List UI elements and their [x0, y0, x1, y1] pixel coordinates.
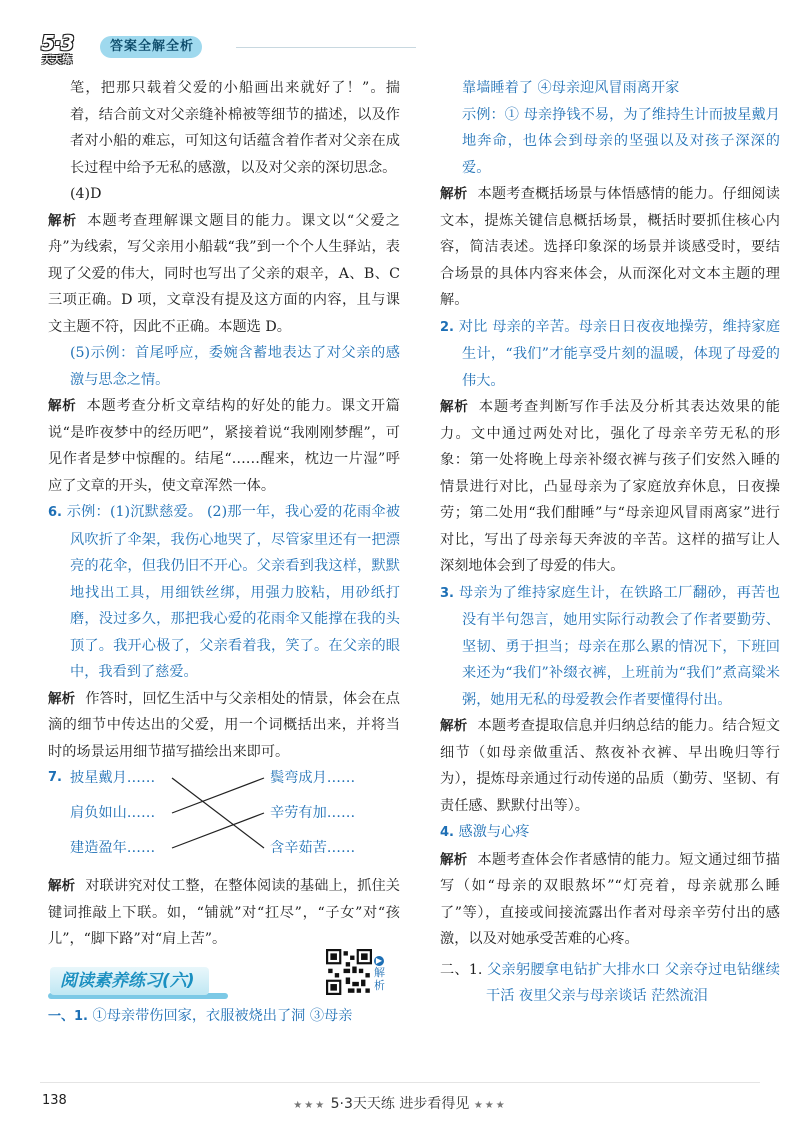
analysis-block	[48, 208, 400, 341]
match-right-item: 含辛茹苦……	[270, 840, 356, 856]
question-number: 二、1.	[440, 961, 483, 978]
qr-tag	[374, 953, 388, 992]
match-left-item: 肩负如山……	[70, 805, 156, 821]
question-number: 2.	[440, 319, 454, 335]
analysis-block	[440, 847, 780, 953]
analysis-text: 本题考查分析文章结构的好处的能力。课文开篇说“是昨夜梦中的经历吧”，紧接着说“我刚刚梦醒”，可见作者是梦中惊醒的。结尾“……醒来，枕边一片湿”呼应了文章的开头，使文章浑然一体。	[48, 398, 400, 494]
answer-example: 示例：① 母亲挣钱不易，为了维持生计而披星戴月地奔命，也体会到母亲的坚强以及对孩子深深的爱。	[462, 106, 780, 176]
header-label: 答案全解全析	[100, 36, 202, 58]
matching-question	[48, 765, 400, 871]
answer-text: 对比 母亲的辛苦。母亲日日夜夜地操劳，维持家庭生计，“我们”才能享受片刻的温暖，体现了母爱的伟大。	[458, 318, 781, 389]
analysis-label: 解析	[440, 718, 468, 734]
analysis-label: 解析	[48, 690, 76, 707]
answer-text: 感激与心疼	[458, 824, 530, 840]
matching-lines	[168, 765, 268, 871]
section-header	[48, 955, 400, 997]
play-icon: ▶	[375, 955, 383, 965]
qr-tag-label: 解析	[374, 965, 385, 992]
footer-divider	[40, 1082, 760, 1083]
answer-section2	[440, 957, 780, 1010]
question-number: 7.	[48, 770, 62, 785]
analysis-text: 本题考查提取信息并归纳总结的能力。结合短文细节（如母亲做重活、熬夜补衣裤、早出晚归等行为），提炼母亲通过行动传递的品质（勤劳、坚韧、有责任感、默默付出等）。	[440, 718, 780, 814]
match-right-item: 辛劳有加……	[270, 805, 356, 821]
analysis-text: 本题考查理解课文题目的能力。课文以“父爱之舟”为线索，写父亲用小船载“我”到一个个人生驿站，表现了父爱的伟大，同时也写出了父亲的艰辛，A、B、C 三项正确。D 项，文章没有提及这方面的内容，且与课文主题不符，因此不正确。本题选 D。	[48, 212, 400, 335]
analysis-label: 解析	[440, 851, 468, 868]
question-number: 一、1.	[48, 1008, 88, 1024]
match-left-item: 建造盈年……	[70, 840, 156, 856]
page-number: 138	[42, 1093, 67, 1108]
question-number: 6.	[48, 505, 62, 520]
answer-paragraph: 笔，把那只载着父爱的小船画出来就好了！”。揣着，结合前文对父亲缝补棉被等细节的描述，以及作者对小船的难忘，可知这句话蕴含着作者对父亲在成长过程中给予无私的感激，以及对父亲的深切思念。	[70, 80, 400, 176]
footer-slogan	[0, 1093, 800, 1113]
analysis-block	[48, 393, 400, 499]
answer-q4: (4)D	[70, 186, 102, 202]
analysis-text: 本题考查判断写作手法及分析其表达效果的能力。文中通过两处对比，强化了母亲辛劳无私的形象：第一处将晚上母亲补缀衣裤与孩子们安然入睡的情景进行对比，凸显母亲为了家庭放弃休息，日夜操劳；第二处用“我们酣睡”与“母亲迎风冒雨离家”进行对比，写出了母亲每天奔波的辛苦。这样的描写让人深刻地体会到了母爱的伟大。	[440, 399, 780, 574]
match-right-item: 鬓弯成月……	[270, 770, 356, 786]
answer-q2	[440, 314, 780, 395]
analysis-block	[48, 873, 400, 953]
answer-continuation: 靠墙睡着了 ④母亲迎风冒雨离开家	[462, 80, 680, 96]
analysis-block	[48, 686, 400, 766]
analysis-block	[440, 181, 780, 314]
logo	[38, 28, 100, 68]
section-title: 阅读素养练习(六)	[50, 967, 209, 995]
answer-text: 母亲为了维持家庭生计，在铁路工厂翻砂，再苦也没有半句怨言，她用实际行动教会了作者要勤劳、坚韧、勇于担当；母亲在那么累的情况下，下班回来还为“我们”补缀衣裤，上班前为“我们”煮高粱米粥，她用无私的母爱教会作者要懂得付出。	[458, 584, 780, 708]
analysis-block	[440, 713, 780, 819]
analysis-label: 解析	[440, 399, 469, 415]
answer-section1	[48, 1003, 400, 1031]
logo-main: 5·3	[41, 31, 74, 55]
analysis-block	[440, 394, 780, 580]
stars-left: ★★★	[293, 1100, 327, 1111]
left-column	[48, 75, 400, 1030]
answer-q5: (5)示例：首尾呼应，委婉含蓄地表达了对父亲的感激与思念之情。	[70, 345, 400, 388]
answer-text: 父亲躬腰拿电钻扩大排水口 父亲夺过电钻继续干活 夜里父亲与母亲谈话 茫然流泪	[486, 961, 780, 1004]
analysis-label: 解析	[48, 398, 77, 414]
logo-sub: 天天练	[42, 55, 72, 66]
question-number: 3.	[440, 585, 454, 601]
answer-text: 示例：(1)沉默慈爱。 (2)那一年，我心爱的花雨伞被风吹折了伞架，我伤心地哭了，尽管家里还有一把漂亮的花伞，但我仍旧不开心。父亲看到我这样，默默地找出工具，用细铁丝绑，用强力胶粘，用砂纸打磨，没过多久，那把我心爱的花雨伞又能撑在我的头顶了。我开心极了，父亲看着我，笑了。在父亲的眼中，我看到了慈爱。	[66, 504, 400, 680]
answer-q3	[440, 580, 780, 714]
slogan-text: 5·3天天练 进步看得见	[330, 1096, 470, 1112]
match-left-item: 披星戴月……	[70, 770, 156, 786]
analysis-text: 本题考查概括场景与体悟感情的能力。仔细阅读文本，提炼关键信息概括场景，概括时要抓住核心内容，简洁表述。选择印象深的场景并谈感受时，要结合场景的具体内容来体会，从而深化对文本主题的理解。	[440, 186, 780, 308]
right-column	[440, 75, 780, 1010]
header-divider	[236, 47, 416, 48]
analysis-text: 作答时，回忆生活中与父亲相处的情景，体会在点滴的细节中传达出的父爱，用一个词概括出来，并将当时的场景运用细节描写描绘出来即可。	[48, 690, 400, 760]
answer-q4	[440, 819, 780, 847]
page-header	[38, 28, 378, 68]
qr-code-icon[interactable]	[326, 949, 372, 995]
analysis-label: 解析	[440, 186, 468, 202]
stars-right: ★★★	[473, 1100, 507, 1111]
analysis-label: 解析	[48, 212, 78, 229]
answer-text: ①母亲带伤回家，衣服被烧出了洞 ③母亲	[92, 1007, 353, 1024]
question-number: 4.	[440, 825, 454, 840]
analysis-text: 对联讲究对仗工整，在整体阅读的基础上，抓住关键词推敲上下联。如，“铺就”对“扛尽”，“子女”对“孩儿”，“脚下路”对“肩上苦”。	[48, 878, 400, 947]
answer-q6	[48, 499, 400, 686]
analysis-label: 解析	[48, 878, 76, 894]
analysis-text: 本题考查体会作者感情的能力。短文通过细节描写（如“母亲的双眼熬坏”“灯亮着，母亲就那么睡了”等），直接或间接流露出作者对母亲辛劳付出的感激，以及对她承受苦难的心疼。	[440, 851, 780, 947]
